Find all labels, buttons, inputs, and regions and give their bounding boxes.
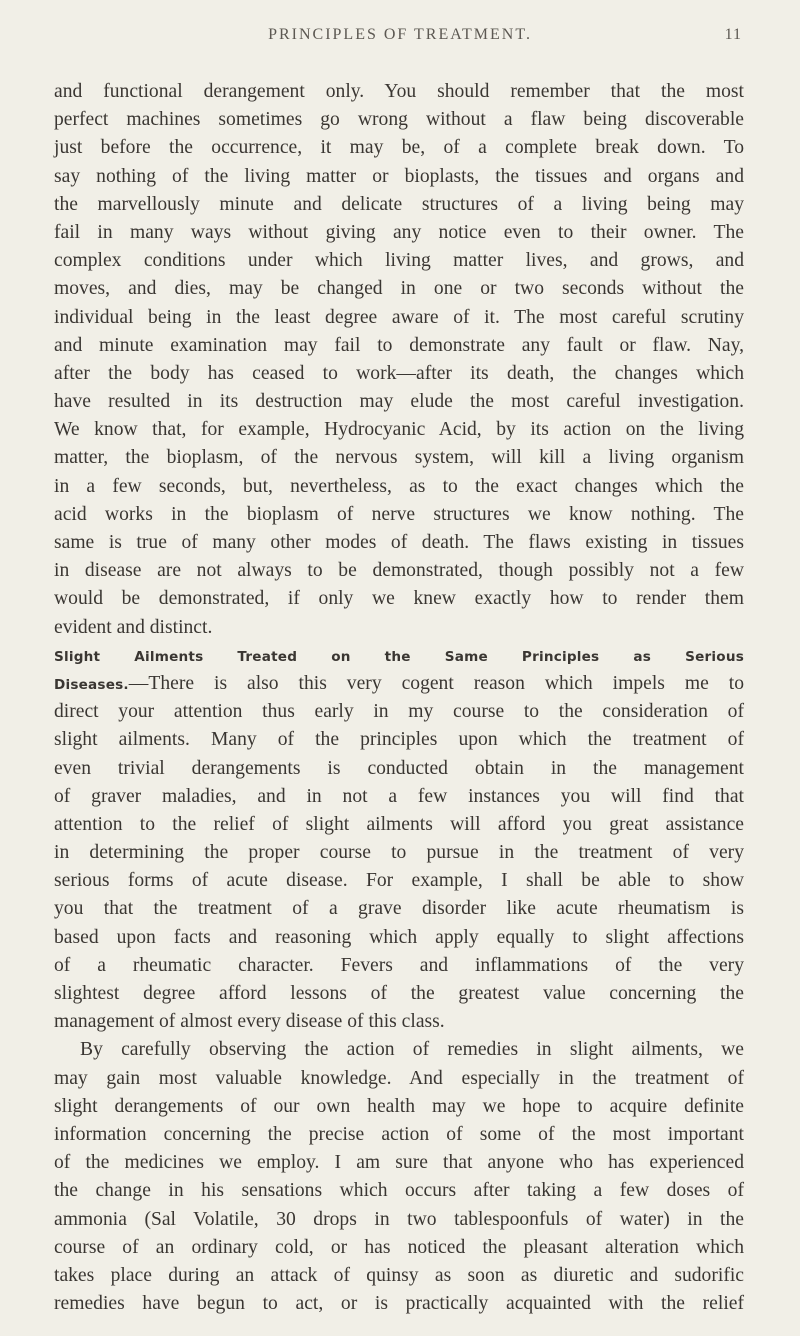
running-title: PRINCIPLES OF TREATMENT. bbox=[268, 26, 532, 43]
running-head bbox=[0, 26, 800, 50]
text-line: direct your attention thus early in my course to the consideration of bbox=[54, 701, 744, 723]
text-line: the marvellously minute and delicate structures of a living being may bbox=[54, 193, 744, 215]
text-line: based upon facts and reasoning which apply equally to slight affections bbox=[54, 926, 744, 948]
text-line: the change in his sensations which occurs after taking a few doses of bbox=[54, 1180, 744, 1202]
text-line: complex conditions under which living matter lives, and grows, and bbox=[54, 250, 744, 272]
text-line: have resulted in its destruction may elude the most careful investigation. bbox=[54, 391, 744, 413]
text-line: and functional derangement only. You should remember that the most bbox=[54, 81, 744, 102]
text-line: remedies have begun to act, or is practically acquainted with the relief bbox=[54, 1293, 744, 1315]
text-line: takes place during an attack of quinsy as soon as diuretic and sudorific bbox=[54, 1264, 744, 1286]
text-line: of the medicines we employ. I am sure that anyone who has experienced bbox=[54, 1152, 744, 1174]
text-run: —There is also this very cogent reason which impels me to bbox=[128, 672, 744, 694]
text-line: you that the treatment of a grave disorder like acute rheumatism is bbox=[54, 898, 744, 920]
text-line: in a few seconds, but, nevertheless, as to the exact changes which the bbox=[54, 475, 744, 497]
text-line: individual being in the least degree aware of it. The most careful scrutiny bbox=[54, 306, 744, 328]
text-line: slight ailments. Many of the principles upon which the treatment of bbox=[54, 729, 744, 751]
text-line: would be demonstrated, if only we knew exactly how to render them bbox=[54, 588, 744, 610]
text-line: may gain most valuable knowledge. And especially in the treatment of bbox=[54, 1067, 744, 1089]
text-line: moves, and dies, may be changed in one or two seconds without the bbox=[54, 278, 744, 300]
paragraph-1 bbox=[54, 78, 744, 642]
text-line: of a rheumatic character. Fevers and inflammations of the very bbox=[54, 954, 744, 976]
text-line: perfect machines sometimes go wrong without a flaw being discoverable bbox=[54, 109, 744, 131]
text-line: By carefully observing the action of remedies in slight ailments, we bbox=[80, 1039, 744, 1061]
text-line: acid works in the bioplasm of nerve structures we know nothing. The bbox=[54, 503, 744, 525]
section-heading: Slight Ailments Treated on the Same Principles as Serious bbox=[54, 648, 744, 665]
section-heading-end: Diseases. bbox=[54, 676, 129, 693]
text-line: of graver maladies, and in not a few instances you will find that bbox=[54, 785, 744, 807]
text-line: serious forms of acute disease. For example, I shall be able to show bbox=[54, 870, 744, 892]
text-line: fail in many ways without giving any notice even to their owner. The bbox=[54, 221, 744, 243]
text-line: slight derangements of our own health may we hope to acquire definite bbox=[54, 1095, 744, 1117]
paragraph-3 bbox=[54, 1036, 744, 1318]
text-line: information concerning the precise action of some of the most important bbox=[54, 1123, 744, 1145]
text-line: attention to the relief of slight ailments will afford you great assistance bbox=[54, 813, 744, 835]
text-line: evident and distinct. bbox=[54, 616, 213, 638]
text-line: slightest degree afford lessons of the greatest value concerning the bbox=[54, 983, 744, 1004]
text-line: We know that, for example, Hydrocyanic Acid, by its action on the living bbox=[54, 419, 744, 441]
text-line bbox=[54, 670, 744, 698]
text-line: in disease are not always to be demonstrated, though possibly not a few bbox=[54, 560, 744, 582]
text-line: in determining the proper course to pursue in the treatment of very bbox=[54, 842, 744, 864]
page-number: 11 bbox=[724, 26, 742, 43]
text-line: course of an ordinary cold, or has noticed the pleasant alteration which bbox=[54, 1236, 744, 1258]
text-line: say nothing of the living matter or bioplasts, the tissues and organs and bbox=[54, 165, 744, 187]
text-line: matter, the bioplasm, of the nervous system, will kill a living organism bbox=[54, 447, 744, 469]
paragraph-2 bbox=[54, 642, 744, 1037]
text-line: after the body has ceased to work—after its death, the changes which bbox=[54, 362, 744, 384]
text-line: just before the occurrence, it may be, of a complete break down. To bbox=[54, 137, 744, 159]
text-line: same is true of many other modes of death. The flaws existing in tissues bbox=[54, 532, 744, 553]
body-text bbox=[54, 78, 744, 1318]
text-line bbox=[54, 642, 744, 670]
text-line: management of almost every disease of this class. bbox=[54, 1011, 445, 1033]
text-line: ammonia (Sal Volatile, 30 drops in two tablespoonfuls of water) in the bbox=[54, 1208, 744, 1230]
text-line: and minute examination may fail to demonstrate any fault or flaw. Nay, bbox=[54, 334, 744, 356]
text-line: even trivial derangements is conducted obtain in the management bbox=[54, 757, 744, 779]
